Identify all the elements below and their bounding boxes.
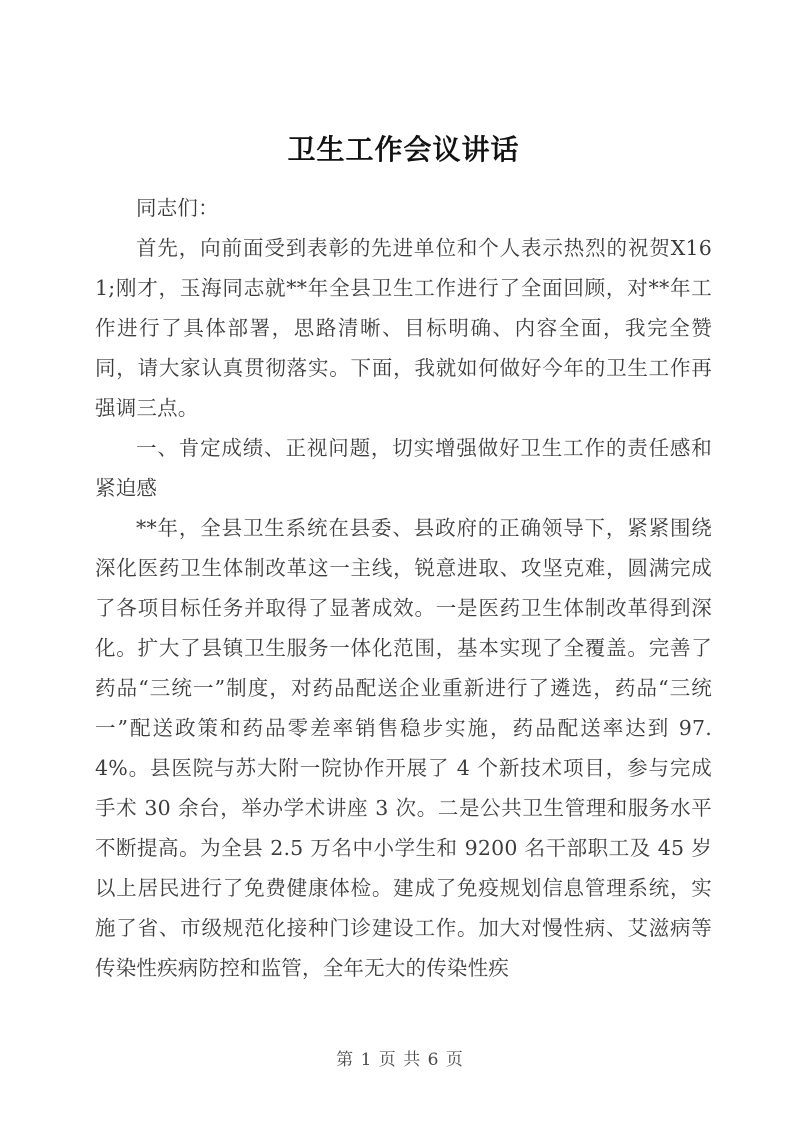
paragraph-section-one-heading: 一、肯定成绩、正视问题，切实增强做好卫生工作的责任感和紧迫感 [95, 436, 712, 500]
document-content [95, 188, 712, 988]
page-number-label: 第 1 页 共 6 页 [336, 1050, 464, 1070]
page-footer [0, 1048, 800, 1072]
paragraph-opening-remarks: 首先，向前面受到表彰的先进单位和个人表示热烈的祝贺X161;刚才，玉海同志就**年全县卫生工作进行了全面回顾，对**年工作进行了具体部署，思路清晰、目标明确、内容全面，我完全赞同，请大家认真贯彻落实。下面，我就如何做好今年的卫生工作再强调三点。 [95, 236, 712, 420]
page-title: 卫生工作会议讲话 [287, 133, 520, 166]
paragraph-salutation: 同志们： [136, 196, 219, 220]
paragraph-section-one-body: **年，全县卫生系统在县委、县政府的正确领导下，紧紧围绕深化医药卫生体制改革这一主线，锐意进取、攻坚克难，圆满完成了各项目标任务并取得了显著成效。一是医药卫生体制改革得到深化。扩大了县镇卫生服务一体化范围，基本实现了全覆盖。完善了药品“三统一”制度，对药品配送企业重新进行了遴选，药品“三统一”配送政策和药品零差率销售稳步实施，药品配送率达到 97.4%。县医院与苏大附一院协作开展了 4 个新技术项目，参与完成手术 30 余台，举办学术讲座 3 次。二是公共卫生管理和服务水平不断提高。为全县 2.5 万名中小学生和 9200 名干部职工及 45 岁以上居民进行了免费健康体检。建成了免疫规划信息管理系统，实施了省、市级规范化接种门诊建设工作。加大对慢性病、艾滋病等传染性疾病防控和监管，全年无大的传染性疾 [95, 516, 712, 980]
